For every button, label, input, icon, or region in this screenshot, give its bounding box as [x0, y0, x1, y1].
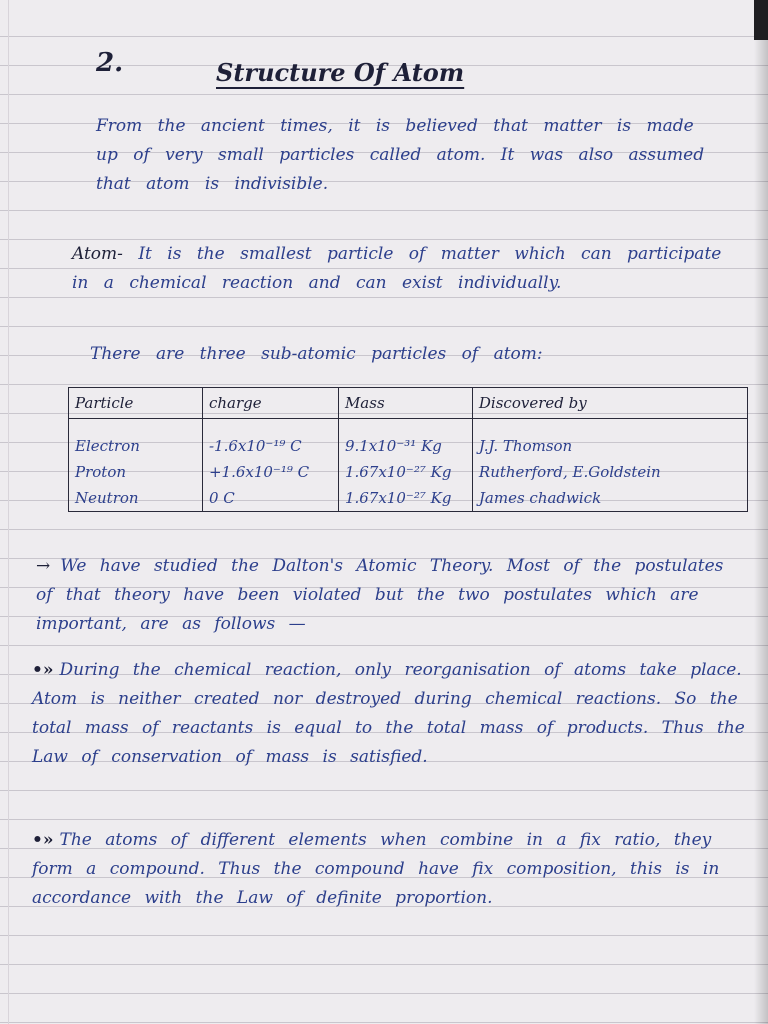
dalton-theory-note [36, 552, 736, 639]
table-cell: 9.1x10⁻³¹ Kg [338, 433, 472, 459]
margin-line [8, 0, 9, 1024]
postulate-definite-proportion [32, 826, 752, 913]
table-cell: 1.67x10⁻²⁷ Kg [338, 459, 472, 485]
table-spacer [69, 419, 748, 434]
page-title: Structure Of Atom [216, 58, 465, 87]
table-row [69, 485, 748, 512]
intro-paragraph: From the ancient times, it is believed that matter is made up of very small particles called atom. It was also assumed that atom is indivisible. [96, 116, 705, 194]
atom-definition [72, 240, 732, 298]
table-cell: 0 C [202, 485, 338, 512]
table-cell: 1.67x10⁻²⁷ Kg [338, 485, 472, 512]
postulate-text: The atoms of different elements when combine in a fix ratio, they form a compound. Thus the compound have fix composition, this is in accordance with the Law of definite proportion. [32, 830, 720, 908]
header-discovered-by: Discovered by [472, 388, 747, 419]
table-header-row [69, 388, 748, 419]
table-cell: Rutherford, E.Goldstein [472, 459, 747, 485]
arrow-icon: → [36, 556, 51, 576]
page-edge-shadow [754, 0, 768, 1024]
table-row [69, 433, 748, 459]
bullet-icon: •» [32, 830, 54, 850]
table-row [69, 459, 748, 485]
subatomic-intro: There are three sub-atomic particles of atom: [90, 344, 543, 364]
page-corner [754, 0, 768, 40]
header-mass: Mass [338, 388, 472, 419]
bullet-icon: •» [32, 660, 54, 680]
postulate-conservation-of-mass [32, 656, 752, 772]
postulate-text: During the chemical reaction, only reorganisation of atoms take place. Atom is neither created nor destroyed during chemical reactions. So the total mass of reactants is equal to the total mass of products. Thus the Law of conservation of mass is satisfied. [32, 660, 745, 767]
table-cell: Electron [69, 433, 203, 459]
definition-text: It is the smallest particle of matter which can participate in a chemical reaction and can exist individually. [72, 244, 722, 293]
header-charge: charge [202, 388, 338, 419]
table-cell: James chadwick [472, 485, 747, 512]
chapter-number: 2. [96, 48, 124, 78]
table-cell: Neutron [69, 485, 203, 512]
table-cell: -1.6x10⁻¹⁹ C [202, 433, 338, 459]
table-cell: +1.6x10⁻¹⁹ C [202, 459, 338, 485]
dalton-theory-text: We have studied the Dalton's Atomic Theory. Most of the postulates of that theory have been violated but the two postulates which are important, are as follows — [36, 556, 724, 634]
definition-term: Atom- [72, 244, 123, 264]
table-cell: J.J. Thomson [472, 433, 747, 459]
header-particle: Particle [69, 388, 203, 419]
particles-table [68, 387, 748, 512]
table-cell: Proton [69, 459, 203, 485]
